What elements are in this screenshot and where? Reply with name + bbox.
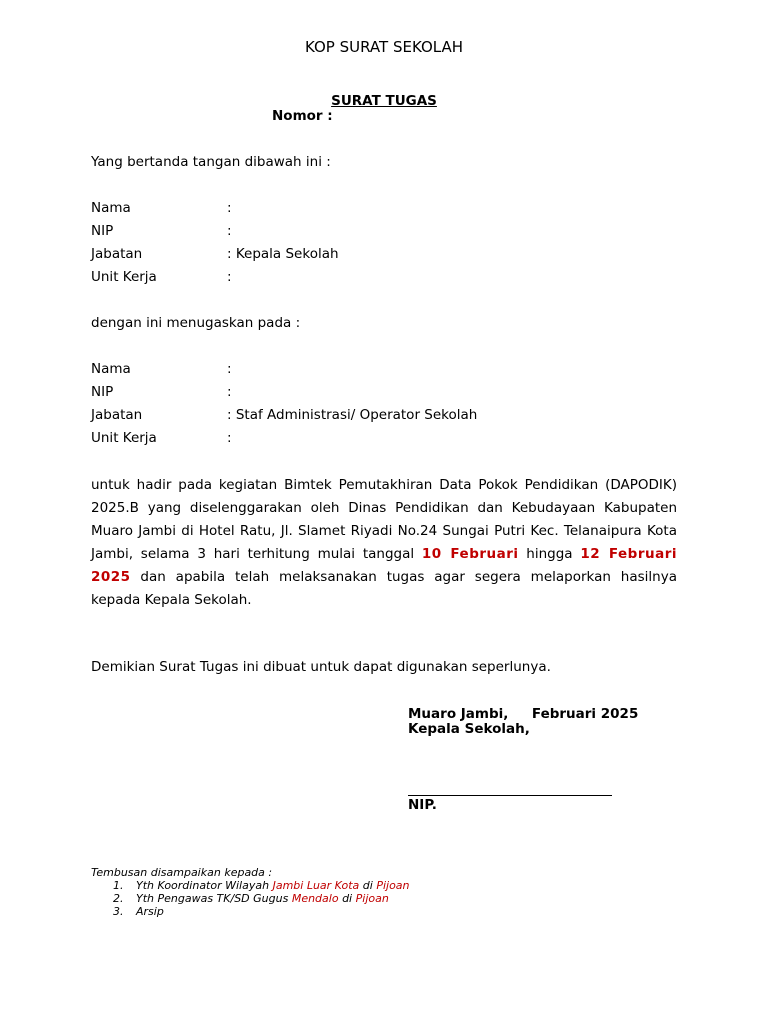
signer-position-title: Kepala Sekolah, (408, 721, 530, 737)
cc-item-number: 1. (113, 879, 124, 892)
signer-position-label: Jabatan (91, 246, 143, 262)
body-text-part1: untuk hadir pada kegiatan Bimtek Pemutakhiran Data Pokok Pendidikan (DAPODIK) 2025.B yang diselenggarakan oleh Dinas Pendidikan dan Kebudayaan Kabupaten Muaro Jambi di Hotel Ratu, Jl. Slamet Riyadi No.24 Sungai Putri Kec. Telanaipura Kota Jambi, selama 3 hari terhitung mulai tanggal (91, 477, 677, 562)
signer-name-value: : (227, 200, 232, 216)
end-date: 12 Februari 2025 (91, 546, 677, 585)
cc-list-item (113, 879, 410, 892)
cc-item-text: Yth Pengawas TK/SD Gugus (136, 892, 292, 905)
assignee-nip-label: NIP (91, 384, 114, 400)
cc-item-region: Jambi Luar Kota (272, 879, 360, 892)
assignee-position-value: : Staf Administrasi/ Operator Sekolah (227, 407, 478, 423)
letter-number: Nomor : (272, 108, 333, 124)
cc-item-text: Yth Koordinator Wilayah (136, 879, 273, 892)
body-paragraph (91, 474, 677, 612)
assignee-name-label: Nama (91, 361, 131, 377)
assignee-position-label: Jabatan (91, 407, 143, 423)
cc-item-connector: di (338, 892, 356, 905)
body-text-part3: dan apabila telah melaksanakan tugas agar segera melaporkan hasilnya kepada Kepala Sekolah. (91, 569, 677, 608)
cc-list-item (113, 905, 164, 918)
start-date: 10 Februari (421, 546, 519, 562)
cc-item-number: 2. (113, 892, 124, 905)
document-title: SURAT TUGAS (331, 93, 437, 109)
signer-unit-label: Unit Kerja (91, 269, 157, 285)
signer-nip-label: NIP (91, 223, 114, 239)
assignee-nip-value: : (227, 384, 232, 400)
signer-nip-value: : (227, 223, 232, 239)
signer-name-label: Nama (91, 200, 131, 216)
cc-item-text: Arsip (136, 905, 164, 918)
assignee-unit-label: Unit Kerja (91, 430, 157, 446)
assignee-name-value: : (227, 361, 232, 377)
signer-unit-value: : (227, 269, 232, 285)
cc-title: Tembusan disampaikan kepada : (91, 866, 273, 879)
letterhead-title: KOP SURAT SEKOLAH (304, 38, 464, 56)
assign-intro-text: dengan ini menugaskan pada : (91, 315, 301, 331)
assignee-unit-value: : (227, 430, 232, 446)
body-text-part2: hingga (518, 546, 581, 562)
cc-list-item (113, 892, 389, 905)
cc-item-region: Mendalo (291, 892, 339, 905)
closing-text: Demikian Surat Tugas ini dibuat untuk dapat digunakan seperlunya. (91, 659, 551, 675)
signature-nip: NIP. (408, 797, 437, 813)
signer-position-value: : Kepala Sekolah (227, 246, 339, 262)
intro-text: Yang bertanda tangan dibawah ini : (91, 154, 331, 170)
place-date: Muaro Jambi, Februari 2025 (408, 706, 639, 722)
cc-item-location: Pijoan (355, 892, 389, 905)
cc-item-number: 3. (113, 905, 124, 918)
cc-item-location: Pijoan (376, 879, 410, 892)
signature-line (408, 795, 612, 796)
cc-item-connector: di (359, 879, 377, 892)
